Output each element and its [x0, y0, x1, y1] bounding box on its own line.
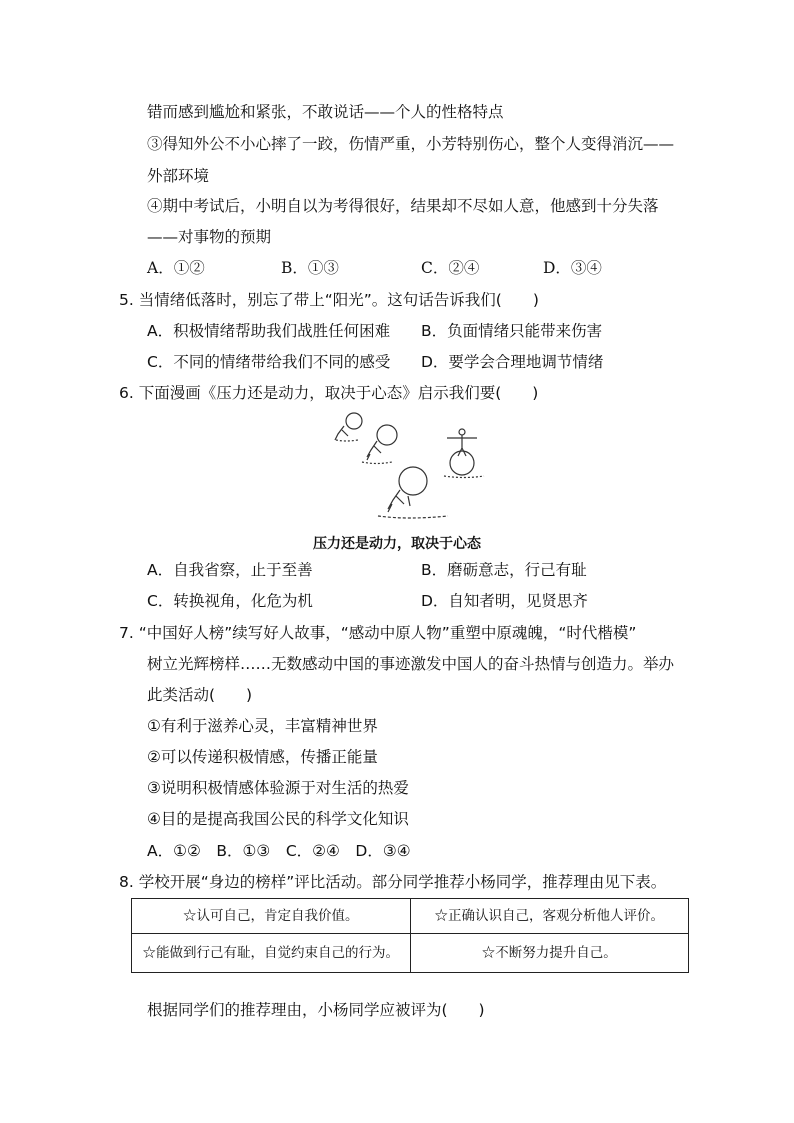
- q7-options[interactable]: A．①② B．①③ C．②④ D．③④: [147, 842, 411, 860]
- comic-illustration: [322, 404, 492, 528]
- q4-option-c[interactable]: C．②④: [421, 259, 480, 277]
- q8-after: 根据同学们的推荐理由，小杨同学应被评为( ): [147, 1001, 485, 1019]
- q4-text-line3: 外部环境: [147, 167, 210, 185]
- q6-option-c[interactable]: C．转换视角，化危为机: [147, 592, 313, 610]
- q7-item-1: ①有利于滋养心灵，丰富精神世界: [147, 717, 378, 735]
- table-cell: ☆能做到行己有耻，自觉约束自己的行为。: [132, 934, 411, 973]
- q4-text-line4: ④期中考试后，小明自以为考得很好，结果却不尽如人意，他感到十分失落: [147, 197, 659, 215]
- q7-item-3: ③说明积极情感体验源于对生活的热爱: [147, 779, 409, 797]
- q7-item-4: ④目的是提高我国公民的科学文化知识: [147, 810, 409, 828]
- q4-option-a[interactable]: A．①②: [147, 259, 205, 277]
- comic-caption: 压力还是动力，取决于心态: [313, 536, 481, 552]
- table-cell: ☆认可自己，肯定自我价值。: [132, 899, 411, 934]
- q7-stem-line2: 树立光辉榜样……无数感动中国的事迹激发中国人的奋斗热情与创造力。举办: [147, 655, 675, 673]
- q5-option-d[interactable]: D．要学会合理地调节情绪: [421, 353, 604, 371]
- q7-stem-line3: 此类活动( ): [147, 686, 253, 704]
- q5-option-b[interactable]: B．负面情绪只能带来伤害: [421, 322, 603, 340]
- q4-option-d[interactable]: D．③④: [543, 259, 602, 277]
- q5-option-a[interactable]: A．积极情绪帮助我们战胜任何困难: [147, 322, 391, 340]
- q5-option-c[interactable]: C．不同的情绪带给我们不同的感受: [147, 353, 391, 371]
- q7-item-2: ②可以传递积极情感，传播正能量: [147, 748, 378, 766]
- q4-text-line5: ——对事物的预期: [147, 228, 272, 246]
- q4-text-line2: ③得知外公不小心摔了一跤，伤情严重，小芳特别伤心，整个人变得消沉——: [147, 135, 675, 153]
- table-row: [132, 934, 689, 973]
- table-cell: ☆正确认识自己，客观分析他人评价。: [410, 899, 689, 934]
- recommendation-table: [131, 898, 689, 973]
- q4-text-line1: 错而感到尴尬和紧张，不敢说话——个人的性格特点: [147, 103, 504, 121]
- q4-option-b[interactable]: B．①③: [281, 259, 339, 277]
- q6-stem: 6. 下面漫画《压力还是动力，取决于心态》启示我们要( ): [119, 384, 539, 402]
- q8-stem: 8. 学校开展“身边的榜样”评比活动。部分同学推荐小杨同学，推荐理由见下表。: [119, 873, 667, 891]
- table-cell: ☆不断努力提升自己。: [410, 934, 689, 973]
- q6-option-a[interactable]: A．自我省察，止于至善: [147, 561, 313, 579]
- q6-option-b[interactable]: B．磨砺意志，行己有耻: [421, 561, 587, 579]
- q6-option-d[interactable]: D．自知者明，见贤思齐: [421, 592, 588, 610]
- table-row: [132, 899, 689, 934]
- q5-stem: 5. 当情绪低落时，别忘了带上“阳光”。这句话告诉我们( ): [119, 291, 539, 309]
- q7-stem-line1: 7. “中国好人榜”续写好人故事，“感动中原人物”重塑中原魂魄，“时代楷模”: [119, 624, 637, 642]
